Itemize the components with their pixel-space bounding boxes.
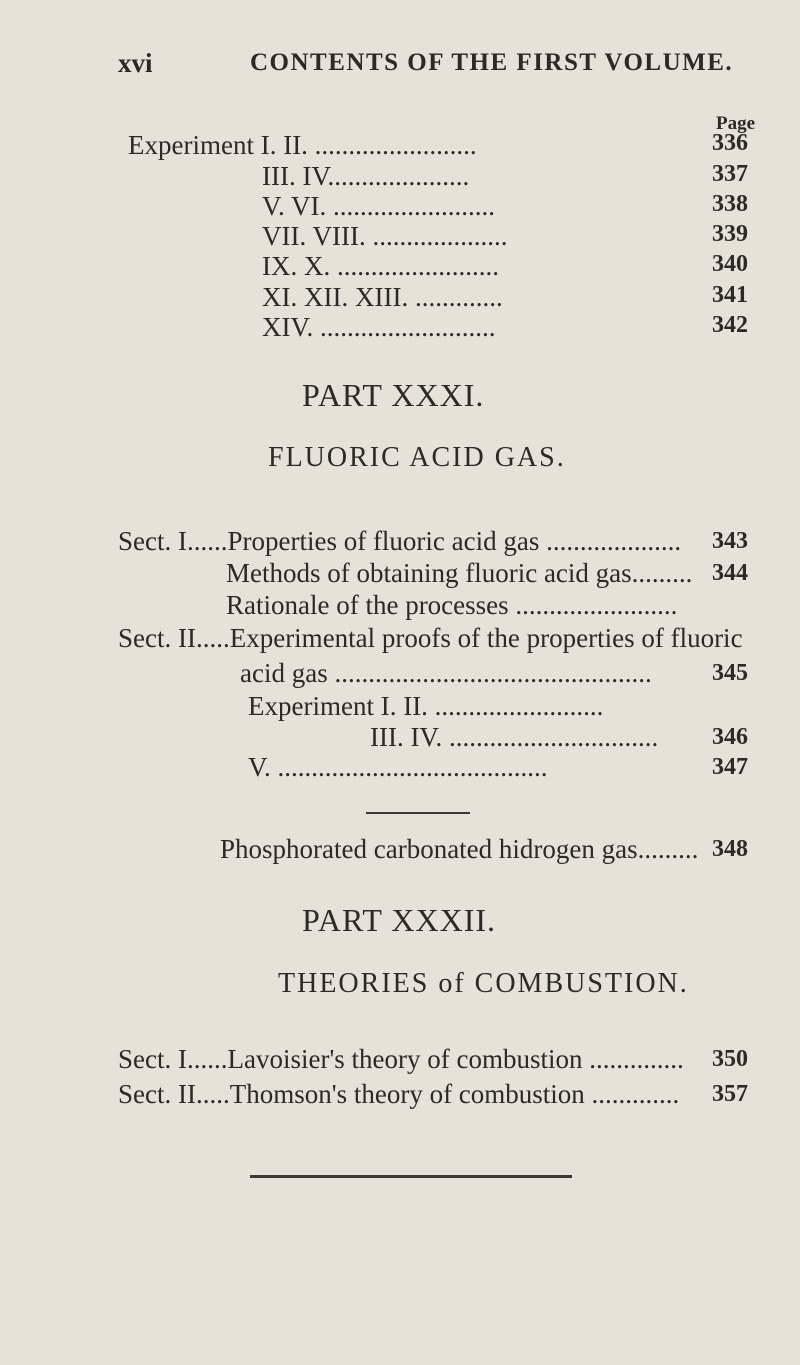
toc-entry-label: V. ........................................ — [248, 752, 548, 782]
toc-entry-label: III. IV. ............................... — [370, 722, 659, 752]
toc-entry-page: 340 — [712, 251, 748, 277]
toc-entry-label: Sect. II.....Experimental proofs of the properties of fluoric — [118, 623, 743, 653]
toc-entry-label: Experiment I. II. ........................ — [128, 130, 477, 160]
toc-entry-label: Experiment I. II. ......................... — [248, 691, 604, 721]
toc-entry-page: 339 — [712, 221, 748, 247]
toc-entry-page: 346 — [712, 724, 748, 750]
section-rule — [366, 812, 470, 814]
toc-entry-label: III. IV..................... — [262, 161, 470, 191]
part-title: PART XXXI. — [302, 377, 485, 413]
toc-entry-label: IX. X. ........................ — [262, 251, 499, 281]
toc-entry-label: Rationale of the processes ........................ — [226, 590, 678, 620]
part-subtitle: FLUORIC ACID GAS. — [268, 442, 566, 473]
toc-entry-page: 347 — [712, 754, 748, 780]
part-title: PART XXXII. — [302, 902, 496, 938]
toc-entry-page: 344 — [712, 560, 748, 586]
end-rule — [250, 1175, 572, 1178]
toc-entry-label: acid gas ............................................... — [240, 658, 652, 688]
toc-entry-label: Sect. I......Lavoisier's theory of combustion .............. — [118, 1044, 684, 1074]
toc-entry-page: 357 — [712, 1081, 748, 1107]
toc-entry-page: 345 — [712, 660, 748, 686]
part-subtitle: THEORIES of COMBUSTION. — [278, 968, 689, 999]
toc-entry-label: XI. XII. XIII. ............. — [262, 282, 503, 312]
toc-entry-page: 337 — [712, 161, 748, 187]
toc-entry-page: 338 — [712, 191, 748, 217]
toc-entry-label: V. VI. ........................ — [262, 191, 496, 221]
page-column-label: Page — [716, 113, 756, 134]
toc-entry-page: 342 — [712, 312, 748, 338]
toc-entry-label: Phosphorated carbonated hidrogen gas......... — [220, 834, 699, 864]
folio-number: xvi — [118, 48, 153, 78]
toc-entry-page: 348 — [712, 836, 748, 862]
toc-entry-label: XIV. .......................... — [262, 312, 496, 342]
toc-entry-page: 343 — [712, 528, 748, 554]
running-title: CONTENTS OF THE FIRST VOLUME. — [250, 49, 734, 76]
toc-entry-page: 341 — [712, 282, 748, 308]
toc-entry-label: Methods of obtaining fluoric acid gas......... — [226, 558, 693, 588]
toc-entry-page: 336 — [712, 130, 748, 156]
toc-entry-label: Sect. I......Properties of fluoric acid gas .................... — [118, 526, 682, 556]
toc-entry-page: 350 — [712, 1046, 748, 1072]
toc-entry-label: Sect. II.....Thomson's theory of combustion ............. — [118, 1079, 680, 1109]
toc-entry-label: VII. VIII. .................... — [262, 221, 508, 251]
